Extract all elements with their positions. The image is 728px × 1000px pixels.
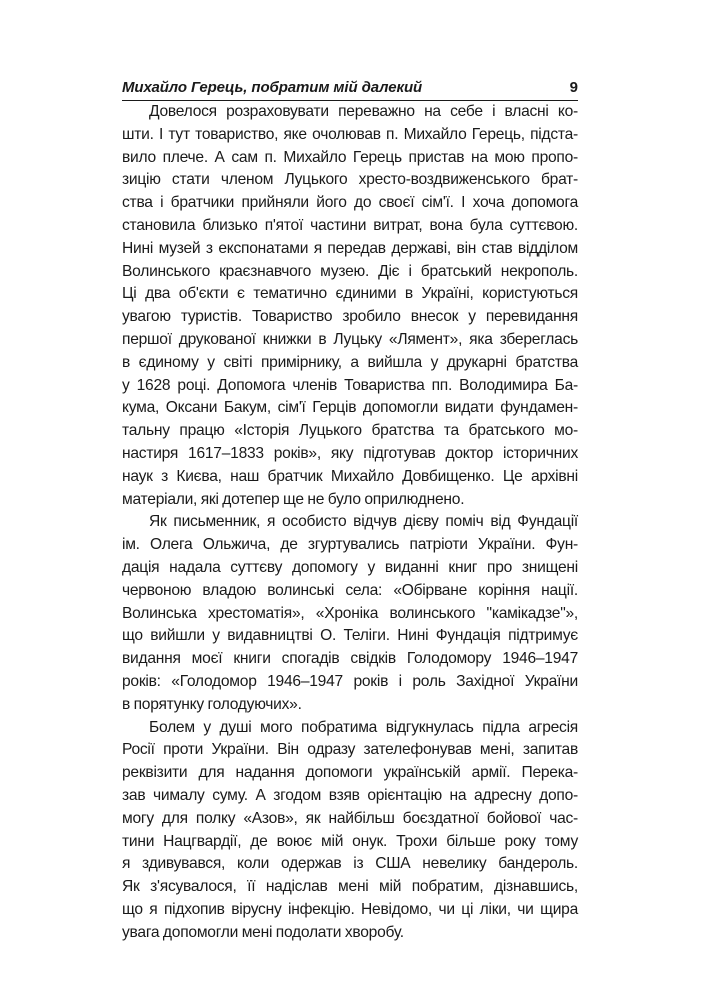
text-line: Ці два об'єкти є тематично єдиними в Україні, користуються: [122, 285, 578, 303]
text-line: вило плече. А сам п. Михайло Герець пристав на мою пропо-: [122, 148, 578, 166]
text-line: Нині музей з експонатами я передав державі, він став відділом: [122, 239, 578, 257]
text-line: Болем у душі мого побратима відгукнулась підла агресія: [149, 718, 578, 736]
page-number: 9: [569, 79, 578, 96]
text-line: кума, Оксани Бакум, сім'ї Герців допомогли видати фундамен-: [122, 399, 578, 417]
text-line: що вийшли у видавництві О. Теліги. Нині Фундація підтримує: [122, 627, 578, 645]
text-line: ім. Олега Ольжича, де згуртувались патріоти України. Фун-: [122, 536, 578, 554]
text-line: ства і братчики прийняли його до своєї сім'ї. І хоча допомога: [122, 194, 578, 212]
text-line: тальну працю «Історія Луцького братства та братського мо-: [122, 422, 578, 440]
text-line: видання моєї книги спогадів свідків Голодомору 1946–1947: [122, 650, 578, 668]
text-line: реквізити для надання допомоги українській армії. Перека-: [122, 764, 578, 782]
text-line: матеріали, які дотепер ще не було оприлюднено.: [122, 490, 465, 508]
text-line: могу для полку «Азов», як найбільш боєздатної бойової час-: [122, 809, 578, 827]
text-line: червоною владою волинські села: «Обірване коріння нації.: [122, 581, 578, 599]
text-line: у 1628 році. Допомога членів Товариства пп. Володимира Ба-: [122, 376, 578, 394]
text-line: увагою туристів. Товариство зробило внесок у перевидання: [122, 308, 578, 326]
text-line: увага допомогли мені подолати хворобу.: [122, 923, 404, 941]
text-line: я здивувався, коли одержав із США невелику бандероль.: [122, 855, 578, 873]
text-line: настиря 1617–1833 років», яку підготував доктор історичних: [122, 444, 578, 462]
text-line: тини Нацгвардії, де воює мій онук. Трохи більше року тому: [122, 832, 578, 850]
running-title: Михайло Герець, побратим мій далекий: [122, 79, 423, 96]
text-line: що я підхопив вірусну інфекцію. Невідомо, чи ці ліки, чи щира: [122, 900, 578, 918]
text-line: в єдиному у світі примірнику, а вийшла у друкарні братства: [122, 353, 578, 371]
text-line: Росії проти України. Він одразу зателефонував мені, запитав: [122, 741, 578, 759]
text-line: Волинського краєзнавчого музею. Діє і братський некрополь.: [122, 262, 578, 280]
text-line: шти. І тут товариство, яке очолював п. Михайло Герець, підста-: [122, 125, 578, 143]
text-line: зицію стати членом Луцького хресто-воздвиженського брат-: [122, 171, 578, 189]
text-line: Довелося розраховувати переважно на себе і власні ко-: [149, 103, 578, 120]
paragraph: [122, 717, 578, 945]
text-line: років: «Голодомор 1946–1947 років і роль Західної України: [122, 672, 578, 690]
text-line: Як з'ясувалося, її надіслав мені мій побратим, дізнавшись,: [122, 878, 578, 896]
text-line: першої друкованої книжки в Луцьку «Лямент», яка збереглась: [122, 330, 578, 348]
text-line: зав чималу суму. А згодом взяв орієнтацію на адресну допо-: [122, 786, 578, 804]
text-line: Волинська хрестоматія», «Хроніка волинського "камікадзе"»,: [122, 604, 578, 622]
text-line: в порятунку голодуючих».: [122, 695, 302, 713]
text-line: наук з Києва, наш братчик Михайло Довбищенко. Це архівні: [122, 467, 578, 485]
text-line: становила близько п'ятої частини витрат, вона була суттєвою.: [122, 216, 578, 234]
text-line: Як письменник, я особисто відчув дієву поміч від Фундації: [149, 513, 578, 531]
body-text: [122, 101, 578, 944]
text-line: дація надала суттєву допомогу у виданні книг про знищені: [122, 558, 578, 576]
paragraph: [122, 101, 578, 511]
paragraph: [122, 511, 578, 716]
page-header: [122, 70, 578, 101]
